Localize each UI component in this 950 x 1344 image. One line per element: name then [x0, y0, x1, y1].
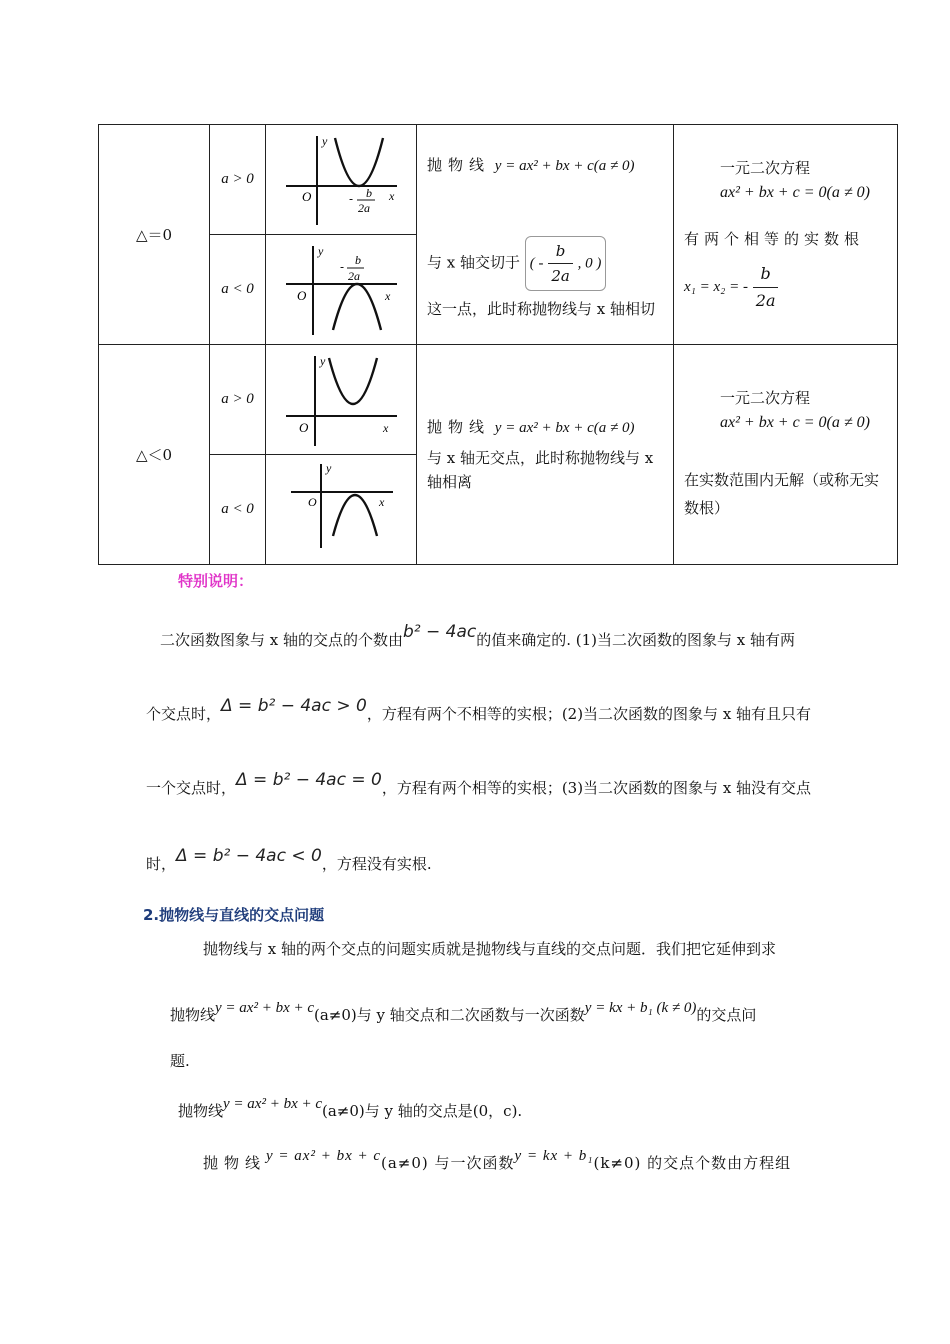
text-span: ，方程有两个相等的实根；(3)当二次函数的图象与 x 轴没有交点 — [381, 779, 812, 797]
graph-up-tangent — [266, 125, 417, 235]
result-equation: ax² + bx + c = 0(a ≠ 0) — [720, 414, 870, 432]
desc-equation: y = ax² + bx + c(a ≠ 0) — [494, 157, 635, 174]
section-line-1: 抛物线与 x 轴的两个交点的问题实质就是抛物线与直线的交点问题．我们把它延伸到求 — [203, 940, 776, 958]
section-line-4 — [178, 1096, 523, 1124]
paragraph-line-2 — [146, 696, 812, 728]
delta-negative-cell: △＜0 — [99, 345, 210, 565]
graph-up-no-root — [266, 345, 417, 455]
parabola-up-tangent-icon — [271, 130, 411, 230]
text-span: 的交点问 — [696, 1006, 757, 1024]
condition-a-positive: a > 0 — [210, 345, 266, 455]
text-span: 抛物线 — [203, 1154, 267, 1172]
table-row — [99, 125, 898, 235]
paragraph-line-3 — [146, 770, 812, 802]
special-note-heading: 特别说明： — [178, 572, 254, 590]
desc-lead: 抛物线 — [427, 155, 491, 174]
result-line2: 有两个相等的实数根 — [684, 230, 865, 249]
result-line1: 一元二次方程 — [720, 389, 811, 408]
result-line1: 一元二次方程 — [720, 158, 811, 177]
text-span: 时， — [146, 855, 177, 873]
text-span: (a≠0)与 y 轴交点和二次函数与一次函数 — [314, 1006, 585, 1024]
text-span: ，方程有两个不相等的实根；(2)当二次函数的图象与 x 轴有且只有 — [366, 705, 812, 723]
graph-frac-num: b — [366, 185, 372, 200]
graph-frac-den: 2a — [348, 268, 360, 283]
tangent-description-cell — [417, 125, 674, 345]
desc-lead: 抛物线 — [427, 418, 491, 436]
expr-delta-positive: Δ = b² − 4ac > 0 — [221, 696, 367, 716]
graph-origin-label: O — [299, 419, 309, 435]
graph-origin-label: O — [308, 494, 317, 509]
graph-y-label: y — [320, 353, 326, 368]
graph-x-label: x — [385, 288, 391, 303]
graph-y-label: y — [326, 460, 332, 475]
graph-down-no-root — [266, 455, 417, 565]
tangent-result-cell — [674, 125, 898, 345]
section-line-3: 题. — [170, 1052, 190, 1070]
result-equation: ax² + bx + c = 0(a ≠ 0) — [720, 183, 870, 201]
text-span: 抛物线 — [178, 1102, 224, 1120]
graph-y-label: y — [322, 133, 328, 148]
graph-origin-label: O — [302, 188, 312, 204]
roots-den: 2a — [755, 290, 776, 310]
text-span: 的值来确定的. (1)当二次函数的图象与 x 轴有两 — [476, 631, 796, 649]
expr-b2-4ac: b² − 4ac — [403, 622, 477, 642]
paragraph-line-1 — [160, 622, 796, 654]
point-open: ( - — [529, 255, 544, 271]
section-line-2 — [170, 1000, 757, 1028]
text-span: 抛物线 — [170, 1006, 216, 1024]
desc-mid: 与 x 轴交切于 — [427, 253, 520, 271]
graph-frac-den: 2a — [358, 200, 370, 215]
point-close: , 0 ) — [577, 255, 602, 271]
graph-x-label: x — [383, 420, 389, 435]
graph-y-label: y — [318, 243, 324, 258]
point-num: b — [548, 239, 573, 264]
equation-quadratic: y = ax² + bx + c — [215, 1000, 315, 1016]
tangent-point — [525, 236, 607, 291]
text-span: (a≠0) 与一次函数 — [381, 1154, 515, 1172]
graph-x-label: x — [389, 188, 395, 203]
text-span: ，方程没有实根. — [321, 855, 432, 873]
paragraph-line-4 — [146, 846, 432, 878]
no-root-description-cell — [417, 345, 674, 565]
text-span: 个交点时， — [146, 705, 222, 723]
point-den: 2a — [551, 266, 570, 285]
graph-minus-label: - — [340, 259, 345, 274]
equation-linear: y = kx + b₁ (k ≠ 0) — [584, 1000, 697, 1016]
graph-frac-num: b — [355, 252, 361, 267]
equation-quadratic: y = ax² + bx + c — [223, 1096, 323, 1112]
condition-a-negative: a < 0 — [210, 455, 266, 565]
roots-prefix: x₁ = x₂ = - — [684, 279, 748, 296]
expr-delta-zero: Δ = b² − 4ac = 0 — [236, 770, 382, 790]
graph-origin-label: O — [297, 287, 307, 303]
desc-equation: y = ax² + bx + c(a ≠ 0) — [494, 420, 635, 436]
text-span: (k≠0) 的交点个数由方程组 — [593, 1154, 792, 1172]
roots-num: b — [753, 261, 779, 288]
delta-zero-cell: △＝0 — [99, 125, 210, 345]
discriminant-table — [98, 124, 898, 565]
equation-linear: y = kx + b₁ — [514, 1148, 594, 1164]
desc-tail: 这一点，此时称抛物线与 x 轴相切 — [427, 299, 655, 318]
expr-delta-negative: Δ = b² − 4ac < 0 — [176, 846, 322, 866]
condition-a-negative: a < 0 — [210, 235, 266, 345]
parabola-down-no-root-icon — [271, 460, 411, 560]
section-heading: 2.抛物线与直线的交点问题 — [143, 906, 325, 924]
parabola-up-no-root-icon — [271, 350, 411, 450]
text-span: 二次函数图象与 x 轴的交点的个数由 — [160, 631, 403, 649]
desc-tail: 与 x 轴无交点，此时称抛物线与 x 轴相离 — [427, 449, 654, 491]
condition-a-positive: a > 0 — [210, 125, 266, 235]
graph-x-label: x — [379, 494, 385, 509]
table-row — [99, 345, 898, 455]
no-root-result-cell — [674, 345, 898, 565]
graph-minus-label: - — [349, 191, 354, 206]
graph-down-tangent — [266, 235, 417, 345]
text-span: (a≠0)与 y 轴的交点是(0，c). — [322, 1102, 523, 1120]
section-line-5 — [203, 1148, 792, 1176]
parabola-down-tangent-icon — [271, 240, 411, 340]
result-line2: 在实数范围内无解（或称无实数根） — [684, 470, 880, 518]
equation-quadratic: y = ax² + bx + c — [266, 1148, 382, 1164]
text-span: 一个交点时， — [146, 779, 237, 797]
